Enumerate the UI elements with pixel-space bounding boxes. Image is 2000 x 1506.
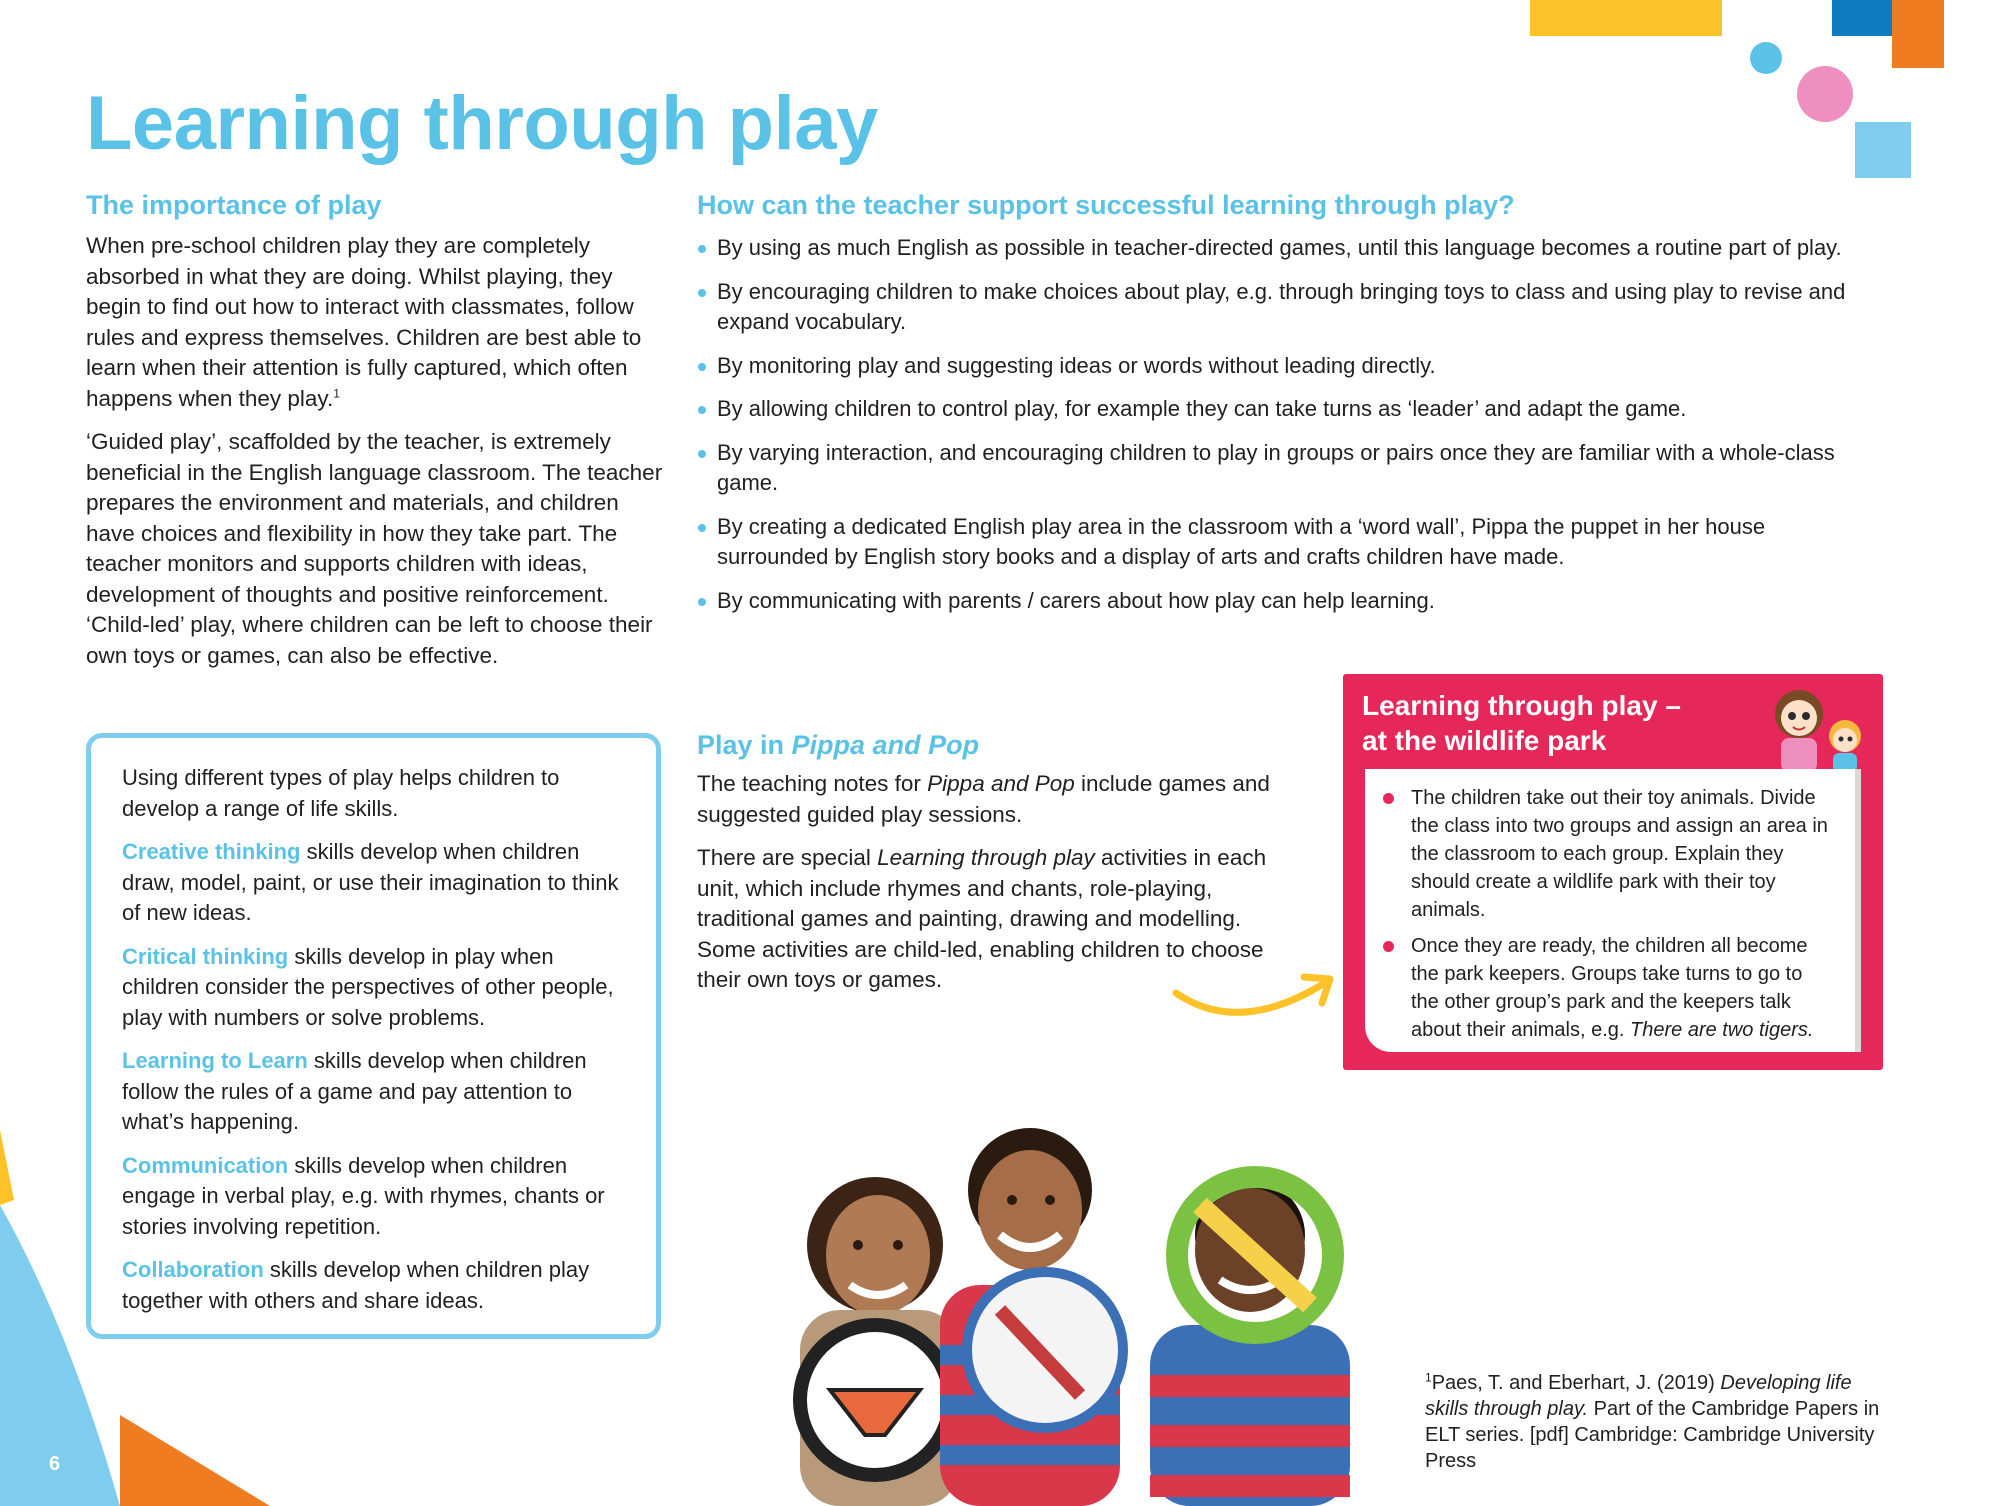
wildlife-park-activity-box bbox=[1343, 674, 1883, 1070]
support-bullet: By allowing children to control play, for example they can take turns as ‘leader’ and adapt the game. bbox=[697, 394, 1877, 425]
decor-light-blue-dot bbox=[1750, 42, 1782, 74]
importance-section bbox=[86, 190, 666, 684]
activity-bullet: The children take out their toy animals. Divide the class into two groups and assign an area in the classroom to each group. Explain they should create a wildlife park with their toy animals. bbox=[1411, 784, 1835, 924]
page-number: 6 bbox=[49, 1453, 61, 1475]
decor-orange-square bbox=[1892, 0, 1944, 68]
support-heading: How can the teacher support successful learning through play? bbox=[697, 190, 1515, 220]
page-title: Learning through play bbox=[86, 81, 878, 166]
children-crafts-photo bbox=[730, 1095, 1430, 1506]
skill-term: Collaboration bbox=[122, 1257, 264, 1282]
skill-term: Communication bbox=[122, 1152, 289, 1178]
skill-item: Communication skills develop when children engage in verbal play, e.g. with rhymes, chants or stories involving repetition. bbox=[122, 1152, 605, 1239]
importance-heading: The importance of play bbox=[86, 190, 382, 220]
decor-pink-dot bbox=[1797, 66, 1853, 122]
support-bullet: By monitoring play and suggesting ideas or words without leading directly. bbox=[697, 351, 1877, 382]
decor-yellow-bar bbox=[1530, 0, 1722, 36]
pippa-paragraph-1: The teaching notes for Pippa and Pop include games and suggested guided play sessions. bbox=[697, 771, 1270, 827]
activity-content bbox=[1365, 769, 1861, 1052]
skill-term: Learning to Learn bbox=[122, 1048, 308, 1073]
support-list bbox=[697, 233, 1877, 616]
arrow-icon bbox=[1170, 965, 1340, 1035]
skill-item: Creative thinking skills develop when children draw, model, paint, or use their imagination to think of new ideas. bbox=[122, 839, 619, 925]
support-bullet: By encouraging children to make choices about play, e.g. through bringing toys to class and using play to revise and expand vocabulary. bbox=[697, 277, 1877, 338]
life-skills-box bbox=[86, 733, 661, 1339]
skill-item: Collaboration skills develop when children play together with others and share ideas. bbox=[122, 1257, 590, 1313]
pippa-paragraph-2: There are special Learning through play activities in each unit, which include rhymes and chants, role-playing, traditional games and painting, drawing and modelling. Some activities are child-led, enabling children to choose their own toys or games. bbox=[697, 845, 1267, 992]
skill-term: Critical thinking bbox=[122, 943, 289, 969]
skill-term: Creative thinking bbox=[122, 839, 301, 864]
child-left-illustration bbox=[800, 1177, 960, 1506]
importance-paragraph-2: ‘Guided play’, scaffolded by the teacher, is extremely beneficial in the English language classroom. The teacher prepares the environment and materials, and children have choices and flexibility in how they take part. The teacher monitors and supports children with ideas, development of thoughts and positive reinforcement. ‘Child-led’ play, where children can be left to choose their own toys or games, can also be effective. bbox=[86, 429, 663, 668]
skill-item: Learning to Learn skills develop when children follow the rules of a game and pay attention to what’s happening. bbox=[122, 1048, 587, 1134]
decor-light-blue-square bbox=[1855, 122, 1911, 178]
importance-paragraph-1: When pre-school children play they are completely absorbed in what they are doing. Whilst playing, they begin to find out how to interact with classmates, follow rules and express themselves. Children are best able to learn when their attention is fully captured, which often happens when they play.$^1$ bbox=[86, 233, 642, 411]
child-middle-illustration bbox=[940, 1128, 1123, 1506]
pippa-heading: Play in Pippa and Pop bbox=[697, 730, 980, 760]
teacher-support-section bbox=[697, 190, 1877, 629]
footnote-mark: 1 bbox=[333, 386, 340, 400]
skill-item: Critical thinking skills develop in play when children consider the perspectives of other people, play with numbers or solve problems. bbox=[122, 943, 614, 1030]
skills-intro: Using different types of play helps children to develop a range of life skills. bbox=[122, 765, 560, 821]
decor-blue-square bbox=[1832, 0, 1892, 36]
footnote: $^1$Paes, T. and Eberhart, J. (2019) Developing life skills through play. Part of the Cambridge Papers in ELT series. [pdf] Cambridge: Cambridge University Press bbox=[1425, 1370, 1880, 1472]
support-bullet: By creating a dedicated English play area in the classroom with a ‘word wall’, Pippa the puppet in her house surrounded by English story books and a display of arts and crafts children have made. bbox=[697, 512, 1877, 573]
child-right-illustration bbox=[1150, 1177, 1350, 1506]
support-bullet: By using as much English as possible in teacher-directed games, until this language becomes a routine part of play. bbox=[697, 233, 1877, 264]
support-bullet: By communicating with parents / carers about how play can help learning. bbox=[697, 586, 1877, 617]
activity-bullet: Once they are ready, the children all become the park keepers. Groups take turns to go to the other group’s park and the keepers talk about their animals, e.g. There are two tigers. bbox=[1411, 932, 1835, 1044]
support-bullet: By varying interaction, and encouraging children to play in groups or pairs once they are familiar with a whole-class game. bbox=[697, 438, 1877, 499]
pippa-character-icon bbox=[1763, 682, 1873, 772]
activity-title: Learning through play – at the wildlife park bbox=[1362, 690, 1681, 756]
